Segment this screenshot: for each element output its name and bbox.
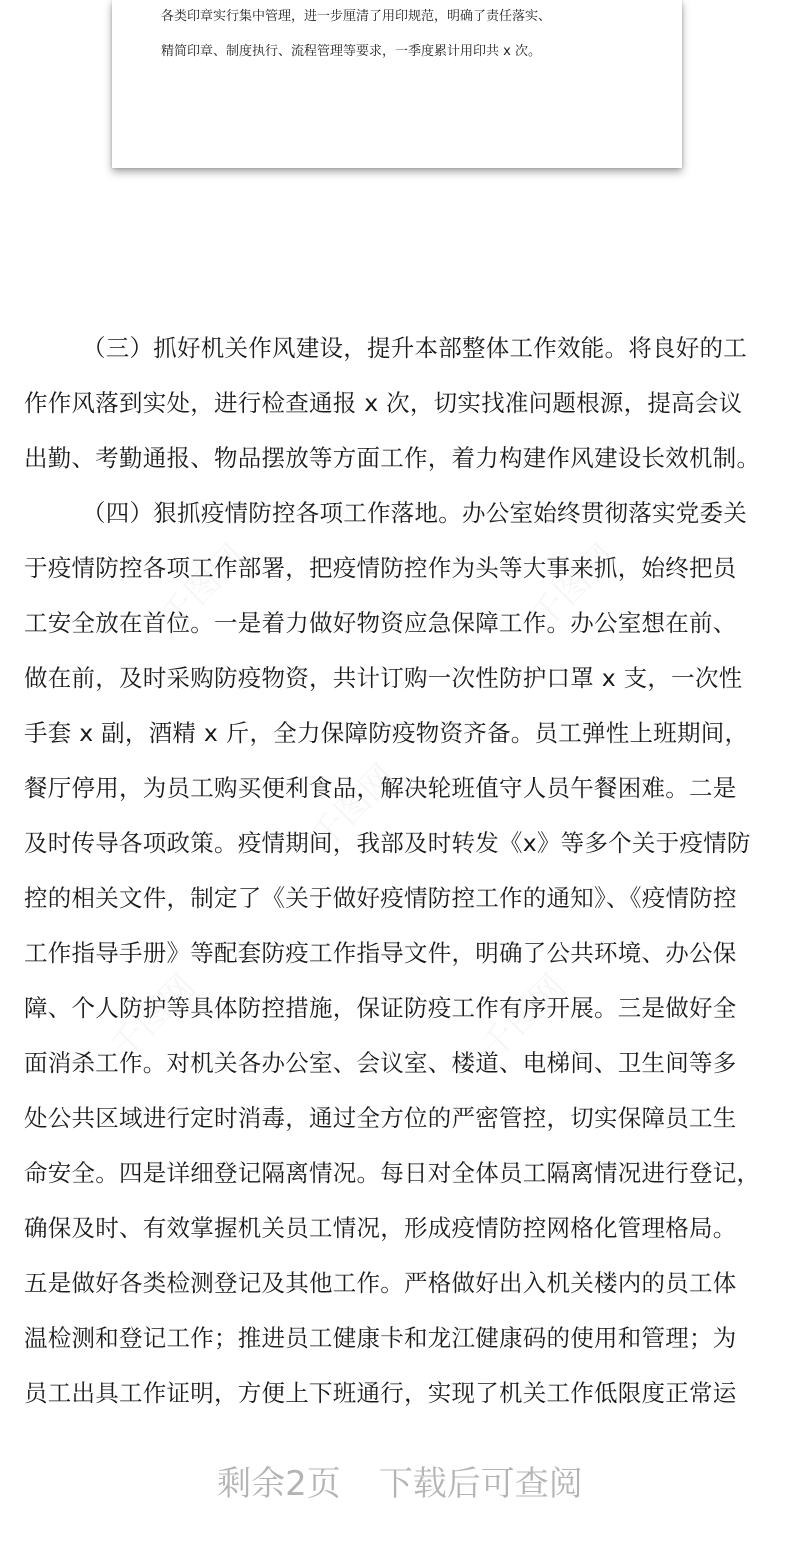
remaining-pages-text: 剩余2页 xyxy=(217,1464,341,1504)
paragraph-line: 控的相关文件，制定了《关于做好疫情防控工作的通知》、《疫情防控 xyxy=(24,884,737,912)
document-preview-card xyxy=(112,0,682,168)
paragraph-line: 餐厅停用，为员工购买便利食品，解决轮班值守人员午餐困难。二是 xyxy=(24,774,737,802)
paragraph-line: 出勤、考勤通报、物品摆放等方面工作，着力构建作风建设长效机制。 xyxy=(24,444,761,472)
download-to-view-text[interactable]: 下载后可查阅 xyxy=(378,1464,583,1504)
paragraph-line: （三）抓好机关作风建设，提升本部整体工作效能。将良好的工 xyxy=(82,334,747,362)
watermark-text: 千图网 xyxy=(473,966,574,1068)
paragraph-line: 作作风落到实处，进行检查通报 x 次，切实找准问题根源，提高会议 xyxy=(24,389,743,417)
paragraph-line: 面消杀工作。对机关各办公室、会议室、楼道、电梯间、卫生间等多 xyxy=(24,1049,737,1077)
paragraph-line: 于疫情防控各项工作部署，把疫情防控作为头等大事来抓，始终把员 xyxy=(24,554,737,582)
paragraph-line: 障、个人防护等具体防控措施，保证防疫工作有序开展。三是做好全 xyxy=(24,994,737,1022)
paragraph-line: 工安全放在首位。一是着力做好物资应急保障工作。办公室想在前、 xyxy=(24,609,737,637)
paragraph-line: 五是做好各类检测登记及其他工作。严格做好出入机关楼内的员工体 xyxy=(24,1269,737,1297)
paragraph-line: 员工出具工作证明，方便上下班通行，实现了机关工作低限度正常运 xyxy=(24,1379,737,1407)
paragraph-line: 命安全。四是详细登记隔离情况。每日对全体员工隔离情况进行登记， xyxy=(24,1159,761,1187)
paragraph-line: 温检测和登记工作；推进员工健康卡和龙江健康码的使用和管理；为 xyxy=(24,1324,737,1352)
paragraph-line: 做在前，及时采购防疫物资，共计订购一次性防护口罩 x 支，一次性 xyxy=(24,664,743,692)
watermark-text: 千图网 xyxy=(303,756,404,858)
preview-line: 精简印章、制度执行、流程管理等要求，一季度累计用印共 x 次。 xyxy=(161,44,541,59)
paragraph-line: 手套 x 副，酒精 x 斤，全力保障防疫物资齐备。员工弹性上班期间， xyxy=(24,719,749,747)
download-banner[interactable] xyxy=(0,1462,800,1506)
paragraph-line: 处公共区域进行定时消毒，通过全方位的严密管控，切实保障员工生 xyxy=(24,1104,737,1132)
document-body xyxy=(24,330,776,1430)
paragraph-line: （四）狠抓疫情防控各项工作落地。办公室始终贯彻落实党委关 xyxy=(82,499,747,527)
watermark-text: 千图网 xyxy=(153,536,254,638)
paragraph-line: 及时传导各项政策。疫情期间，我部及时转发《x》等多个关于疫情防 xyxy=(24,829,751,857)
watermark-text: 千图网 xyxy=(523,536,624,638)
preview-line: 各类印章实行集中管理，进一步厘清了用印规范，明确了责任落实、 xyxy=(161,9,552,24)
paragraph-line: 确保及时、有效掌握机关员工情况，形成疫情防控网格化管理格局。 xyxy=(24,1214,737,1242)
paragraph-line: 工作指导手册》等配套防疫工作指导文件，明确了公共环境、办公保 xyxy=(24,939,737,967)
watermark-text: 千图网 xyxy=(103,966,204,1068)
